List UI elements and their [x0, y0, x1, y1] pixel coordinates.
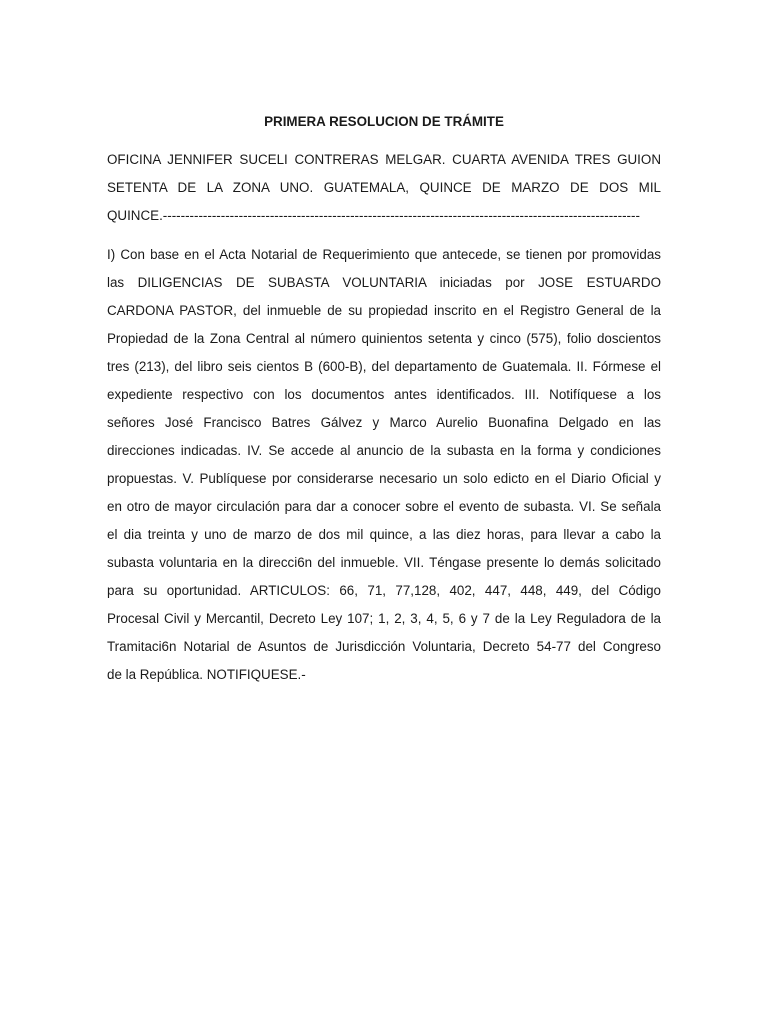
body-line: propuestas. V. Publíquese por considerarse necesario un solo edicto en el Diario Oficial y	[107, 471, 661, 486]
header-line: OFICINA JENNIFER SUCELI CONTRERAS MELGAR. CUARTA AVENIDA TRES GUION	[107, 152, 661, 167]
header-line: QUINCE.-----------------------------------------------------------------------------------------------------------	[107, 208, 640, 223]
body-line: señores José Francisco Batres Gálvez y Marco Aurelio Buonafina Delgado en las	[107, 415, 661, 430]
body-line: CARDONA PASTOR, del inmueble de su propiedad inscrito en el Registro General de la	[107, 303, 661, 318]
body-line: tres (213), del libro seis cientos B (600-B), del departamento de Guatemala. II. Fórmese el	[107, 359, 661, 374]
body-line: subasta voluntaria en la direcci6n del inmueble. VII. Téngase presente lo demás solicitado	[107, 555, 661, 570]
body-line: en otro de mayor circulación para dar a conocer sobre el evento de subasta. VI. Se señala	[107, 499, 661, 514]
body-line: expediente respectivo con los documentos antes identificados. III. Notifíquese a los	[107, 387, 661, 402]
body-line: Propiedad de la Zona Central al número quinientos setenta y cinco (575), folio doscientos	[107, 331, 661, 346]
body-line: direcciones indicadas. IV. Se accede al anuncio de la subasta en la forma y condiciones	[107, 443, 661, 458]
body-line: Procesal Civil y Mercantil, Decreto Ley 107; 1, 2, 3, 4, 5, 6 y 7 de la Ley Reguladora de la	[107, 611, 661, 626]
header-line: SETENTA DE LA ZONA UNO. GUATEMALA, QUINCE DE MARZO DE DOS MIL	[107, 180, 661, 195]
body-line: de la República. NOTIFIQUESE.-	[107, 667, 306, 682]
body-paragraph	[107, 241, 661, 689]
body-line: las DILIGENCIAS DE SUBASTA VOLUNTARIA iniciadas por JOSE ESTUARDO	[107, 275, 661, 290]
body-line: I) Con base en el Acta Notarial de Requerimiento que antecede, se tienen por promovidas	[107, 247, 661, 262]
body-line: el dia treinta y uno de marzo de dos mil quince, a las diez horas, para llevar a cabo la	[107, 527, 661, 542]
document-title: PRIMERA RESOLUCION DE TRÁMITE	[264, 114, 504, 129]
body-line: para su oportunidad. ARTICULOS: 66, 71, 77,128, 402, 447, 448, 449, del Código	[107, 583, 661, 598]
header-paragraph	[107, 146, 661, 230]
body-line: Tramitaci6n Notarial de Asuntos de Jurisdicción Voluntaria, Decreto 54-77 del Congreso	[107, 639, 661, 654]
